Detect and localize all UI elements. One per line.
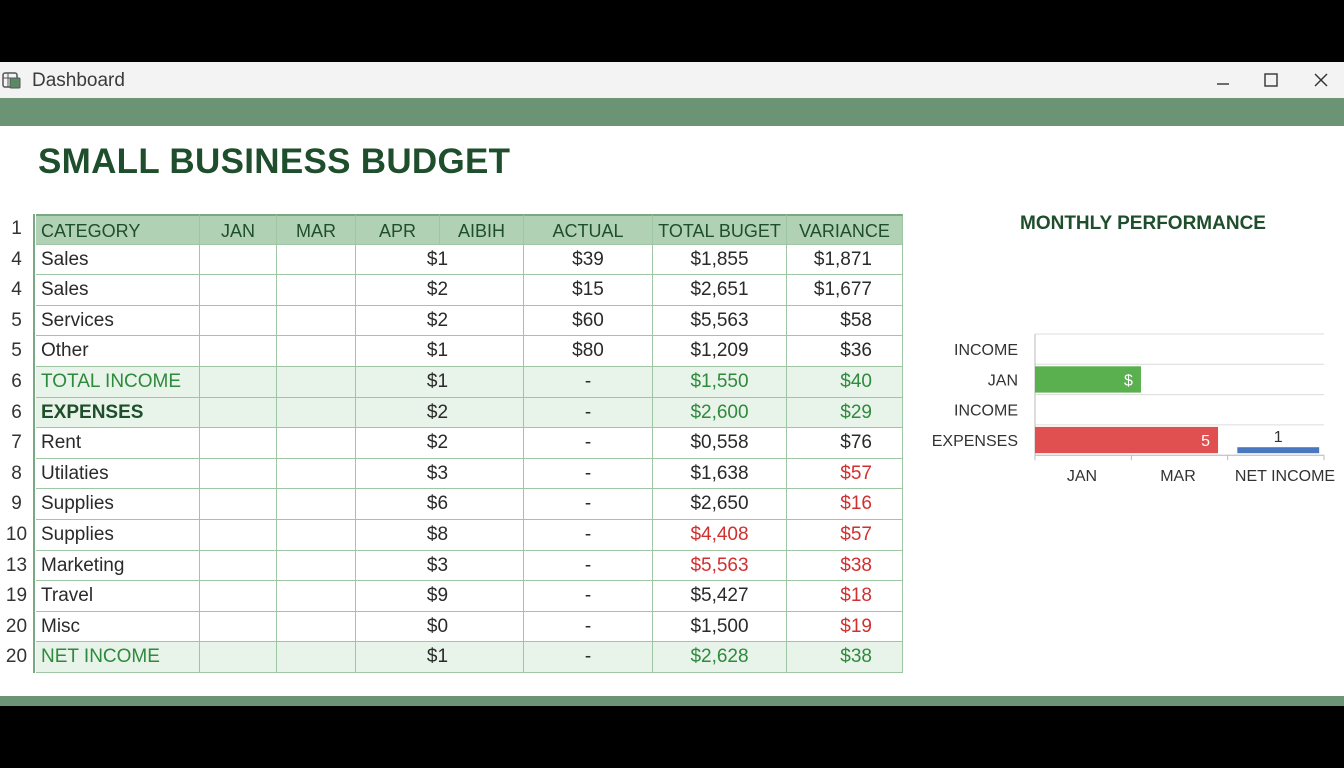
cell-category[interactable]: Misc xyxy=(36,612,200,643)
header-apr[interactable]: APR xyxy=(356,214,440,245)
cell-actual[interactable]: - xyxy=(524,459,653,490)
table-header-row xyxy=(0,214,904,245)
cell-jan[interactable] xyxy=(200,642,277,673)
row-number[interactable]: 13 xyxy=(0,551,35,582)
table-row xyxy=(0,612,904,643)
cell-actual[interactable]: - xyxy=(524,520,653,551)
bar-data-label: $ xyxy=(1124,372,1133,390)
cell-apr[interactable]: $2 xyxy=(356,275,524,306)
close-button[interactable] xyxy=(1306,68,1336,92)
cell-actual[interactable]: - xyxy=(524,489,653,520)
cell-variance[interactable]: $19 xyxy=(787,612,903,643)
cell-total-budget[interactable]: $0,558 xyxy=(653,428,787,459)
header-mar[interactable]: MAR xyxy=(277,214,356,245)
x-tick-label: MAR xyxy=(1160,468,1196,486)
row-number[interactable]: 10 xyxy=(0,520,35,551)
cell-category[interactable]: Utilaties xyxy=(36,459,200,490)
header-actual[interactable]: ACTUAL xyxy=(524,214,653,245)
y-tick-label: EXPENSES xyxy=(931,432,1018,450)
table-row xyxy=(0,581,904,612)
ribbon-band xyxy=(0,98,1344,126)
table-row xyxy=(0,336,904,367)
cell-mar[interactable] xyxy=(277,245,356,276)
cell-total-budget[interactable]: $1,855 xyxy=(653,245,787,276)
row-number[interactable]: 20 xyxy=(0,612,35,643)
cell-actual[interactable]: - xyxy=(524,367,653,398)
y-tick-label: INCOME xyxy=(954,402,1018,420)
header-variance[interactable]: VARIANCE xyxy=(787,214,903,245)
cell-apr[interactable]: $2 xyxy=(356,428,524,459)
maximize-icon xyxy=(1264,73,1278,87)
bar-data-label: 1 xyxy=(1273,429,1283,447)
cell-jan[interactable] xyxy=(200,245,277,276)
cell-total-budget[interactable]: $1,500 xyxy=(653,612,787,643)
row-number[interactable]: 8 xyxy=(0,459,35,490)
x-tick-label: JAN xyxy=(1066,468,1098,486)
cell-mar[interactable] xyxy=(277,520,356,551)
chart-title: MONTHLY PERFORMANCE xyxy=(1020,213,1266,234)
table-row xyxy=(0,306,904,337)
cell-apr[interactable]: $3 xyxy=(356,459,524,490)
cell-mar[interactable] xyxy=(277,428,356,459)
table-row xyxy=(0,551,904,582)
table-row xyxy=(0,489,904,520)
table-row xyxy=(0,642,904,673)
cell-mar[interactable] xyxy=(277,642,356,673)
cell-mar[interactable] xyxy=(277,551,356,582)
cell-apr[interactable]: $1 xyxy=(356,336,524,367)
status-band xyxy=(0,696,1344,706)
cell-jan[interactable] xyxy=(200,306,277,337)
cell-category[interactable]: Other xyxy=(36,336,200,367)
table-row xyxy=(0,367,904,398)
cell-mar[interactable] xyxy=(277,275,356,306)
cell-apr[interactable]: $2 xyxy=(356,398,524,429)
cell-apr[interactable]: $1 xyxy=(356,642,524,673)
cell-variance[interactable]: $58 xyxy=(787,306,903,337)
cell-apr[interactable]: $1 xyxy=(356,245,524,276)
cell-jan[interactable] xyxy=(200,551,277,582)
cell-jan[interactable] xyxy=(200,612,277,643)
cell-variance[interactable]: $38 xyxy=(787,642,903,673)
cell-total-budget[interactable]: $1,638 xyxy=(653,459,787,490)
row-number[interactable]: 5 xyxy=(0,336,35,367)
cell-jan[interactable] xyxy=(200,459,277,490)
cell-mar[interactable] xyxy=(277,459,356,490)
cell-category[interactable]: Rent xyxy=(36,428,200,459)
header-total-budget[interactable]: TOTAL BUGET xyxy=(653,214,787,245)
cell-variance[interactable]: $16 xyxy=(787,489,903,520)
monthly-performance-chart xyxy=(930,257,1344,497)
cell-jan[interactable] xyxy=(200,336,277,367)
cell-category[interactable]: Sales xyxy=(36,245,200,276)
cell-actual[interactable]: $15 xyxy=(524,275,653,306)
cell-actual[interactable]: $60 xyxy=(524,306,653,337)
row-number[interactable]: 20 xyxy=(0,642,35,673)
cell-apr[interactable]: $9 xyxy=(356,581,524,612)
header-aibih[interactable]: AIBIH xyxy=(440,214,524,245)
cell-total-budget[interactable]: $2,628 xyxy=(653,642,787,673)
x-tick-label: NET INCOME xyxy=(1234,468,1336,486)
cell-variance[interactable]: $40 xyxy=(787,367,903,398)
cell-apr[interactable]: $1 xyxy=(356,367,524,398)
table-row xyxy=(0,520,904,551)
cell-total-budget[interactable]: $4,408 xyxy=(653,520,787,551)
row-number[interactable]: 4 xyxy=(0,245,35,276)
page-title: SMALL BUSINESS BUDGET xyxy=(38,142,511,181)
spreadsheet-app-icon xyxy=(2,70,22,90)
cell-category[interactable]: Services xyxy=(36,306,200,337)
cell-category[interactable]: Supplies xyxy=(36,520,200,551)
cell-variance[interactable]: $76 xyxy=(787,428,903,459)
header-category[interactable]: CATEGORY xyxy=(36,214,200,245)
row-number[interactable]: 1 xyxy=(0,214,35,245)
cell-apr[interactable]: $8 xyxy=(356,520,524,551)
maximize-button[interactable] xyxy=(1256,68,1286,92)
bar[interactable] xyxy=(1237,447,1319,453)
row-number[interactable]: 6 xyxy=(0,398,35,429)
cell-total-budget[interactable]: $2,651 xyxy=(653,275,787,306)
cell-mar[interactable] xyxy=(277,336,356,367)
cell-actual[interactable]: - xyxy=(524,581,653,612)
bar[interactable] xyxy=(1035,427,1218,453)
cell-variance[interactable]: $1,677 xyxy=(787,275,903,306)
cell-variance[interactable]: $36 xyxy=(787,336,903,367)
cell-variance[interactable]: $18 xyxy=(787,581,903,612)
cell-total-budget[interactable]: $5,563 xyxy=(653,551,787,582)
cell-category[interactable]: Travel xyxy=(36,581,200,612)
row-number[interactable]: 9 xyxy=(0,489,35,520)
row-number[interactable]: 19 xyxy=(0,581,35,612)
row-number[interactable]: 4 xyxy=(0,275,35,306)
cell-category[interactable]: Supplies xyxy=(36,489,200,520)
cell-variance[interactable]: $57 xyxy=(787,520,903,551)
cell-apr[interactable]: $2 xyxy=(356,306,524,337)
cell-mar[interactable] xyxy=(277,581,356,612)
cell-total-budget[interactable]: $5,563 xyxy=(653,306,787,337)
bar-data-label: 5 xyxy=(1201,432,1211,450)
minimize-icon xyxy=(1216,73,1230,87)
cell-variance[interactable]: $38 xyxy=(787,551,903,582)
row-number[interactable]: 6 xyxy=(0,367,35,398)
cell-variance[interactable]: $29 xyxy=(787,398,903,429)
cell-mar[interactable] xyxy=(277,306,356,337)
row-number[interactable]: 5 xyxy=(0,306,35,337)
cell-mar[interactable] xyxy=(277,367,356,398)
cell-category[interactable]: TOTAL INCOME xyxy=(36,367,200,398)
cell-category[interactable]: NET INCOME xyxy=(36,642,200,673)
cell-category[interactable]: Sales xyxy=(36,275,200,306)
cell-total-budget[interactable]: $2,650 xyxy=(653,489,787,520)
cell-jan[interactable] xyxy=(200,489,277,520)
cell-variance[interactable]: $1,871 xyxy=(787,245,903,276)
row-number[interactable]: 7 xyxy=(0,428,35,459)
cell-mar[interactable] xyxy=(277,489,356,520)
cell-apr[interactable]: $6 xyxy=(356,489,524,520)
cell-actual[interactable]: - xyxy=(524,428,653,459)
cell-mar[interactable] xyxy=(277,398,356,429)
table-row xyxy=(0,275,904,306)
cell-mar[interactable] xyxy=(277,612,356,643)
table-row xyxy=(0,428,904,459)
header-jan[interactable]: JAN xyxy=(200,214,277,245)
window-title: Dashboard xyxy=(32,70,125,91)
cell-variance[interactable]: $57 xyxy=(787,459,903,490)
cell-jan[interactable] xyxy=(200,275,277,306)
cell-total-budget[interactable]: $1,209 xyxy=(653,336,787,367)
cell-category[interactable]: EXPENSES xyxy=(36,398,200,429)
cell-actual[interactable]: - xyxy=(524,612,653,643)
cell-actual[interactable]: $80 xyxy=(524,336,653,367)
cell-actual[interactable]: - xyxy=(524,398,653,429)
cell-category[interactable]: Marketing xyxy=(36,551,200,582)
cell-jan[interactable] xyxy=(200,581,277,612)
cell-apr[interactable]: $0 xyxy=(356,612,524,643)
cell-total-budget[interactable]: $1,550 xyxy=(653,367,787,398)
app-window xyxy=(0,62,1344,706)
cell-jan[interactable] xyxy=(200,428,277,459)
cell-jan[interactable] xyxy=(200,398,277,429)
cell-total-budget[interactable]: $5,427 xyxy=(653,581,787,612)
table-row xyxy=(0,245,904,276)
cell-apr[interactable]: $3 xyxy=(356,551,524,582)
cell-actual[interactable]: - xyxy=(524,551,653,582)
cell-actual[interactable]: - xyxy=(524,642,653,673)
table-row xyxy=(0,459,904,490)
table-row xyxy=(0,398,904,429)
cell-actual[interactable]: $39 xyxy=(524,245,653,276)
close-icon xyxy=(1314,73,1328,87)
cell-total-budget[interactable]: $2,600 xyxy=(653,398,787,429)
cell-jan[interactable] xyxy=(200,520,277,551)
cell-jan[interactable] xyxy=(200,367,277,398)
y-tick-label: JAN xyxy=(987,372,1018,390)
minimize-button[interactable] xyxy=(1208,68,1238,92)
title-bar xyxy=(0,62,1344,98)
y-tick-label: INCOME xyxy=(954,342,1018,359)
